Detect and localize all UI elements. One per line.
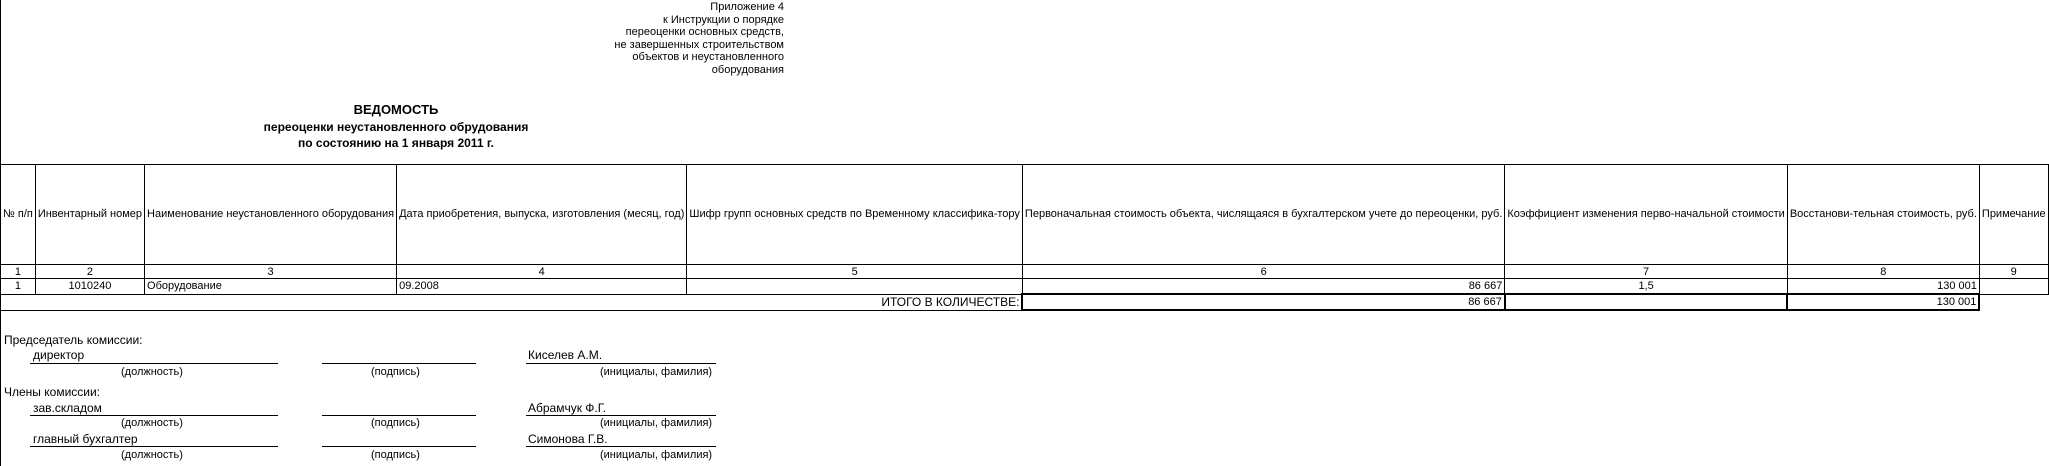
document-subtitle: переоценки неустановленного обрудования [263, 120, 529, 134]
cell-name: Оборудование [145, 279, 397, 295]
header-cell: Инвентарный номер [35, 165, 144, 265]
column-number: 1 [1, 265, 36, 279]
header-cell: Шифр групп основных средств по Временному классифика-тору [687, 165, 1023, 265]
signature-line [322, 363, 476, 364]
appendix-line: не завершенных строительством [614, 38, 784, 51]
position-hint: (должность) [121, 417, 183, 429]
cell-inventory: 1010240 [35, 279, 144, 295]
appendix-note [614, 1, 784, 77]
column-number: 7 [1505, 265, 1787, 279]
column-number: 3 [145, 265, 397, 279]
cell-date: 09.2008 [397, 279, 687, 295]
cell-coefficient: 1,5 [1505, 279, 1787, 295]
position-hint: (должность) [121, 449, 183, 461]
revaluation-table [0, 164, 2049, 311]
cell-code [687, 279, 1023, 295]
header-cell: Первоначальная стоимость объекта, числящаяся в бухгалтерском учете до переоценки, руб. [1022, 165, 1504, 265]
total-initial-cost: 86 667 [1022, 294, 1504, 310]
position-line [30, 363, 278, 364]
signature-line [322, 415, 476, 416]
table-header-row [1, 165, 2049, 265]
header-cell: Дата приобретения, выпуска, изготовления (месяц, год) [397, 165, 687, 265]
position-line [30, 415, 278, 416]
column-number: 5 [687, 265, 1023, 279]
document-title: ВЕДОМОСТЬ [353, 102, 439, 117]
header-cell: Коэффициент изменения перво-начальной стоимости [1505, 165, 1787, 265]
header-cell: Примечание [1979, 165, 2048, 265]
signature-hint: (подпись) [371, 417, 420, 429]
member-position: главный бухгалтер [33, 432, 138, 446]
appendix-line: объектов и неустановленного [632, 51, 784, 64]
member-position: зав.складом [33, 401, 102, 415]
chairman-position: директор [33, 348, 85, 362]
name-hint: (инициалы, фамилия) [600, 417, 713, 429]
total-label: ИТОГО В КОЛИЧЕСТВЕ: [1, 294, 1023, 310]
cell-number: 1 [1, 279, 36, 295]
table-row [1, 279, 2049, 295]
name-hint: (инициалы, фамилия) [600, 449, 713, 461]
column-number: 8 [1787, 265, 1979, 279]
name-line [526, 415, 716, 416]
appendix-line: оборудования [711, 63, 784, 76]
name-hint: (инициалы, фамилия) [600, 366, 713, 378]
header-cell: № п/п [1, 165, 36, 265]
member-name: Абрамчук Ф.Г. [528, 401, 607, 415]
column-number: 2 [35, 265, 144, 279]
name-line [526, 363, 716, 364]
member-name: Симонова Г.В. [528, 432, 608, 446]
chairman-name: Киселев А.М. [528, 348, 603, 362]
header-cell: Восстанови-тельная стоимость, руб. [1787, 165, 1979, 265]
signature-hint: (подпись) [371, 449, 420, 461]
appendix-line: Приложение 4 [710, 1, 784, 13]
members-label: Члены комиссии: [4, 385, 101, 399]
total-coefficient-empty [1505, 294, 1787, 310]
column-number: 6 [1022, 265, 1504, 279]
chairman-label: Председатель комиссии: [4, 333, 143, 347]
position-hint: (должность) [121, 366, 183, 378]
cell-restored-cost: 130 001 [1787, 279, 1979, 295]
column-number: 4 [397, 265, 687, 279]
appendix-line: к Инструкции о порядке [662, 13, 784, 26]
total-restored-cost: 130 001 [1787, 294, 1979, 310]
name-line [526, 446, 716, 447]
total-row [1, 294, 2049, 310]
total-note-empty [1979, 294, 2048, 310]
signature-line [322, 446, 476, 447]
signature-hint: (подпись) [371, 366, 420, 378]
appendix-line: переоценки основных средств, [625, 26, 784, 39]
cell-initial-cost: 86 667 [1022, 279, 1504, 295]
header-cell: Наименование неустановленного оборудования [145, 165, 397, 265]
document-date: по состоянию на 1 января 2011 г. [298, 136, 494, 150]
cell-note [1979, 279, 2048, 295]
column-number: 9 [1979, 265, 2048, 279]
position-line [30, 446, 278, 447]
column-number-row [1, 265, 2049, 279]
